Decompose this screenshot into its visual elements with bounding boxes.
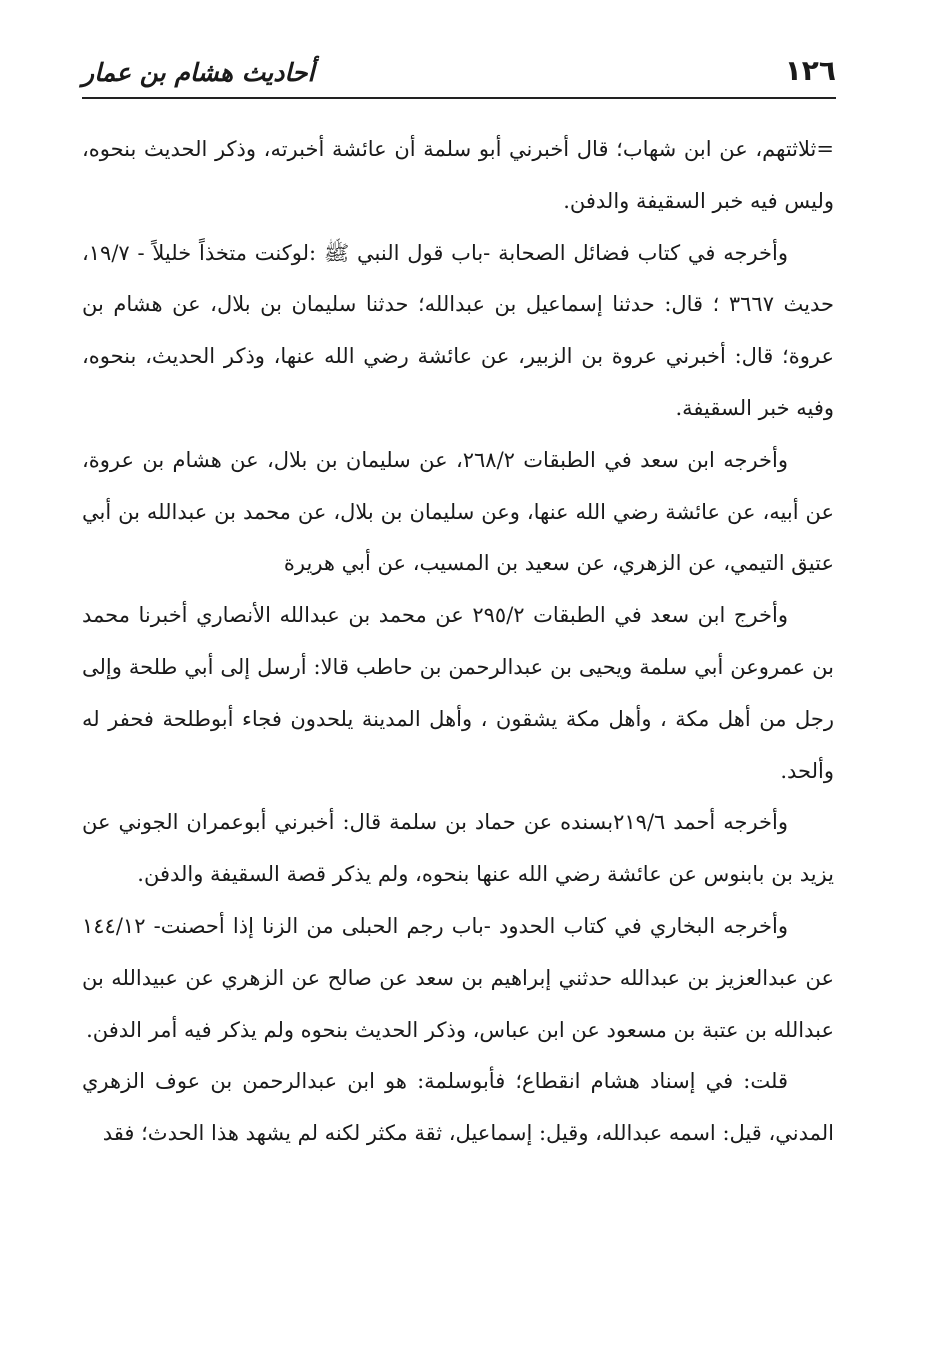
paragraph-ibn-saad-1: وأخرجه ابن سعد في الطبقات ٢٦٨/٢، عن سليمان بن بلال، عن هشام بن عروة، عن أبيه، عن عائشة رضي الله عنها، وعن سليمان بن بلال، عن محمد بن عبدالله بن أبي عتيق التيمي، عن الزهري، عن سعيد بن المسيب، عن أبي هريرة [82,447,834,576]
header-rule [82,97,836,99]
page-header [82,50,836,94]
paragraph-comment: قلت: في إسناد هشام انقطاع؛ فأبوسلمة: هو ابن عبدالرحمن بن عوف الزهري المدني، قيل: اسمه عبدالله، وقيل: إسماعيل، ثقة مكثر لكنه لم يشهد هذا الحدث؛ فقد [82,1069,834,1146]
paragraph-bukhari-fadail: وأخرجه في كتاب فضائل الصحابة -باب قول النبي ﷺ :لوكنت متخذاً خليلاً - ١٩/٧، حديث ٣٦٦٧ ؛ قال: حدثنا إسماعيل بن عبدالله؛ حدثنا سليمان بن بلال، عن هشام بن عروة؛ قال: أخبرني عروة بن الزبير، عن عائشة رضي الله عنها، وذكر الحديث، بنحوه، وفيه خبر السقيفة. [82,240,834,420]
running-title: أحاديث هشام بن عمار [82,58,315,87]
paragraph-ahmad: وأخرجه أحمد ٢١٩/٦بسنده عن حماد بن سلمة قال: أخبرني أبوعمران الجوني عن يزيد بن بابنوس عن عائشة رضي الله عنها بنحوه، ولم يذكر قصة السقيفة والدفن. [82,810,834,887]
main-text [82,124,834,1160]
paragraph-continuation: =ثلاثتهم، عن ابن شهاب؛ قال أخبرني أبو سلمة أن عائشة أخبرته، وذكر الحديث بنحوه، وليس فيه خبر السقيفة والدفن. [82,137,834,213]
paragraph-bukhari-hudud: وأخرجه البخاري في كتاب الحدود -باب رجم الحبلى من الزنا إذا أحصنت- ١٤٤/١٢ عن عبدالعزيز بن عبدالله حدثني إبراهيم بن سعد عن صالح عن الزهري عن عبيدالله بن عبدالله بن عتبة بن مسعود عن ابن عباس، وذكر الحديث بنحوه ولم يذكر فيه أمر الدفن. [82,913,834,1042]
paragraph-ibn-saad-2: وأخرج ابن سعد في الطبقات ٢٩٥/٢ عن محمد بن عبدالله الأنصاري أخبرنا محمد بن عمروعن أبي سلمة ويحيى بن عبدالرحمن بن حاطب قالا: أرسل إلى أبي طلحة وإلى رجل من أهل مكة ، وأهل مكة يشقون ، وأهل المدينة يلحدون فجاء أبوطلحة فحفر له وألحد. [82,603,834,783]
page-number: ١٢٦ [784,54,836,87]
